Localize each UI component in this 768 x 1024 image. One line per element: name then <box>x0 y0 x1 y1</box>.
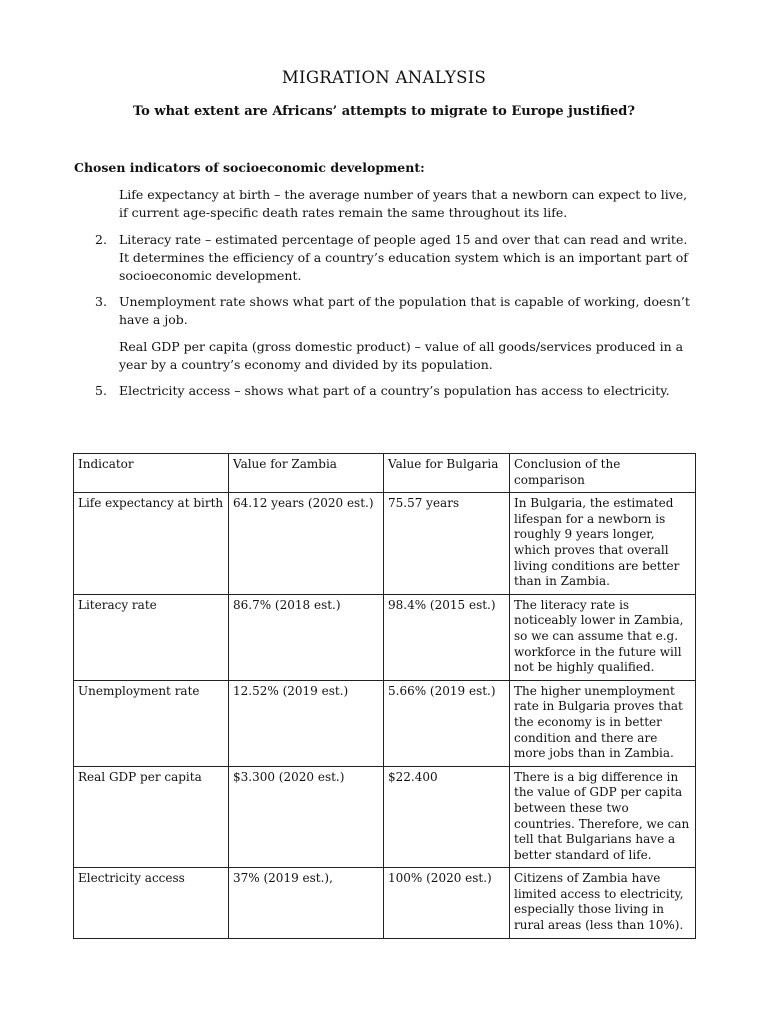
table-row <box>74 766 696 868</box>
table-cell: 86.7% (2018 est.) <box>229 594 384 680</box>
table-row <box>74 594 696 680</box>
table-cell: Electricity access <box>74 868 229 938</box>
table-cell: 37% (2019 est.), <box>229 868 384 938</box>
indicator-text: Unemployment rate shows what part of the population that is capable of working, doesn’t have a job. <box>119 294 690 327</box>
comparison-table <box>73 453 696 939</box>
table-cell: $22.400 <box>384 766 510 868</box>
table-cell: There is a big difference in the value of GDP per capita between these two countries. Therefore, we can tell that Bulgarians have a better standard of life. <box>510 766 696 868</box>
table-cell: 100% (2020 est.) <box>384 868 510 938</box>
table-cell: Unemployment rate <box>74 680 229 766</box>
indicator-text: Literacy rate – estimated percentage of people aged 15 and over that can read and write. It determines the efficiency of a country’s education system which is an important part of socioeconomic development. <box>119 232 688 283</box>
indicator-item <box>119 338 694 374</box>
indicator-number: 3. <box>95 294 107 309</box>
table-cell: 75.57 years <box>384 493 510 595</box>
table-row <box>74 868 696 938</box>
indicator-text: Electricity access – shows what part of a country’s population has access to electricity. <box>119 383 670 398</box>
table-cell: The literacy rate is noticeably lower in Zambia, so we can assume that e.g. workforce in the future will not be highly qualified. <box>510 594 696 680</box>
table-row <box>74 493 696 595</box>
table-cell: Life expectancy at birth <box>74 493 229 595</box>
indicator-item <box>95 382 694 400</box>
table-row <box>74 680 696 766</box>
table-cell: Real GDP per capita <box>74 766 229 868</box>
table-cell: Literacy rate <box>74 594 229 680</box>
table-header-cell: Value for Zambia <box>229 454 384 493</box>
indicator-item <box>95 293 694 329</box>
indicator-item <box>95 231 694 285</box>
table-header-cell: Value for Bulgaria <box>384 454 510 493</box>
table-cell: The higher unemployment rate in Bulgaria proves that the economy is in better condition and there are more jobs than in Zambia. <box>510 680 696 766</box>
table-header-row <box>74 454 696 493</box>
indicator-text: Real GDP per capita (gross domestic product) – value of all goods/services produced in a year by a country’s economy and divided by its population. <box>119 339 684 372</box>
document-title: MIGRATION ANALYSIS <box>281 68 487 87</box>
table-cell: 98.4% (2015 est.) <box>384 594 510 680</box>
table-cell: 5.66% (2019 est.) <box>384 680 510 766</box>
indicator-item <box>119 186 694 222</box>
indicator-number: 2. <box>95 232 107 247</box>
table-cell: 12.52% (2019 est.) <box>229 680 384 766</box>
document-subtitle: To what extent are Africans’ attempts to migrate to Europe justified? <box>133 104 635 119</box>
table-cell: In Bulgaria, the estimated lifespan for a newborn is roughly 9 years longer, which proves that overall living conditions are better than in Zambia. <box>510 493 696 595</box>
table-header-cell: Indicator <box>74 454 229 493</box>
table-cell: $3.300 (2020 est.) <box>229 766 384 868</box>
table-cell: 64.12 years (2020 est.) <box>229 493 384 595</box>
indicator-text: Life expectancy at birth – the average number of years that a newborn can expect to live, if current age-specific death rates remain the same throughout its life. <box>119 187 688 220</box>
table-header-cell: Conclusion of the comparison <box>510 454 696 493</box>
indicator-number: 5. <box>95 383 107 398</box>
table-cell: Citizens of Zambia have limited access to electricity, especially those living in rural areas (less than 10%). <box>510 868 696 938</box>
indicators-heading: Chosen indicators of socioeconomic development: <box>74 160 425 175</box>
